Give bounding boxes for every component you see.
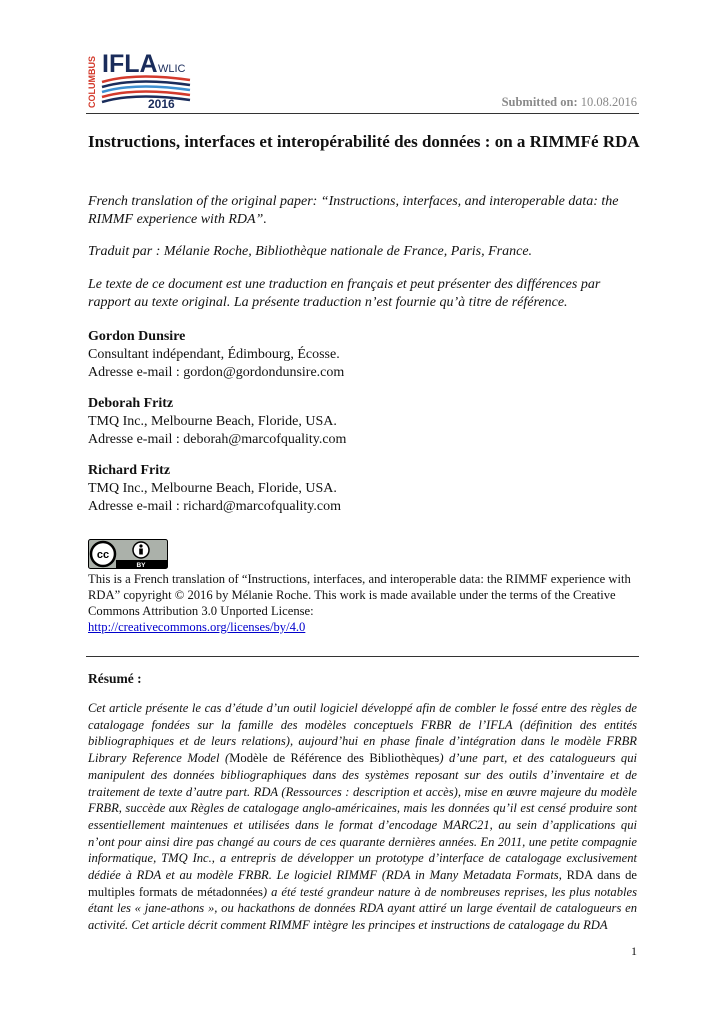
author-block	[88, 395, 346, 449]
author-affiliation: TMQ Inc., Melbourne Beach, Floride, USA.	[88, 481, 337, 496]
author-block	[88, 462, 341, 516]
resume-text-upright: RDA dans de multiples formats de métadonnées	[88, 868, 637, 899]
resume-text: Cet article présente le cas d’étude d’un outil logiciel développé afin de combler le fossé entre des règles de catalogage fondées sur la famille des modèles conceptuels FRBR de l’IFLA (définition des entités bibliographiques et de leurs relations), aujourd’hui en phase finale d’intégration dans le modèle FRBR Library Reference Model (	[88, 701, 637, 766]
license-link[interactable]: http://creativecommons.org/licenses/by/4.0	[88, 620, 306, 634]
svg-text:BY: BY	[136, 562, 146, 569]
cc-by-badge-icon	[88, 539, 168, 569]
paper-title: Instructions, interfaces et interopérabilité des données : on a RIMMFé RDA	[88, 132, 640, 151]
author-affiliation: TMQ Inc., Melbourne Beach, Floride, USA.	[88, 414, 337, 429]
svg-text:2016: 2016	[148, 97, 175, 111]
resume-heading: Résumé :	[88, 671, 142, 686]
resume-text: ) a été testé grandeur nature à de nombreuses reprises, les plus notables étant les « jane-athons », ou hackathons de données RDA ayant attiré un large éventail de catalogueurs en activité. Cet article décrit comment RIMMF intègre les principes et instructions de catalogage du RDA	[88, 884, 638, 933]
resume-text-upright: Modèle de Référence des Bibliothèques	[229, 751, 440, 766]
ifla-wlic-logo	[86, 48, 194, 112]
translation-note: French translation of the original paper: “Instructions, interfaces, and interoperable data: the RIMMF experience with RDA”.	[88, 194, 619, 227]
author-name: Gordon Dunsire	[88, 329, 186, 344]
license-notice	[88, 571, 643, 635]
author-name: Richard Fritz	[88, 463, 171, 478]
translator-line: Traduit par : Mélanie Roche, Bibliothèque nationale de France, Paris, France.	[88, 244, 533, 259]
svg-text:WLIC: WLIC	[158, 63, 186, 75]
author-email[interactable]: Adresse e-mail : deborah@marcofquality.com	[88, 432, 347, 447]
disclaimer: Le texte de ce document est une traduction en français et peut présenter des différences par rapport au texte original. La présente traduction n’est fournie qu’à titre de référence.	[88, 277, 601, 310]
submitted-label: Submitted on:	[501, 95, 578, 109]
svg-text:IFLA: IFLA	[102, 50, 158, 78]
svg-text:COLUMBUS: COLUMBUS	[87, 56, 97, 108]
submitted-info	[502, 95, 637, 110]
resume-text: ) d’une part, et des catalogueurs qui manipulent des données bibliographiques dans des systèmes reposant sur des outils d’inventaire et de traitement de texte d’autre part. RDA (Ressources : description et accès), mise en œuvre majeure du modèle FRBR, succède aux Règles de catalogage anglo-américaines, mais les données qu’il est censé produire sont essentiellement maintenues et utilisées dans le format d’encodage MARC21, au sein d’applications qui n’ont pour ainsi dire pas changé au cours de ces quarante dernières années. En 2011, une petite compagnie informatique, TMQ Inc., a entrepris de développer un prototype d’interface de catalogage exclusivement dédiée à RDA et au modèle FRBR. Le logiciel RIMMF (RDA in Many Metadata Formats,	[88, 751, 637, 883]
svg-text:cc: cc	[96, 549, 110, 561]
license-text: This is a French translation of “Instructions, interfaces, and interoperable data: the RIMMF experience with RDA” copyright © 2016 by Mélanie Roche. This work is made available under the terms of the Creative Commons Attribution 3.0 Unported License:	[88, 572, 631, 618]
author-name: Deborah Fritz	[88, 396, 174, 411]
resume-body	[88, 700, 637, 934]
author-block	[88, 328, 344, 382]
author-email[interactable]: Adresse e-mail : gordon@gordondunsire.com	[88, 365, 345, 380]
section-rule	[86, 656, 639, 657]
author-affiliation: Consultant indépendant, Édimbourg, Écosse.	[88, 347, 340, 362]
submitted-date: 10.08.2016	[580, 95, 637, 109]
header-rule	[86, 113, 639, 114]
author-email[interactable]: Adresse e-mail : richard@marcofquality.com	[88, 499, 341, 514]
page-number: 1	[631, 944, 637, 958]
